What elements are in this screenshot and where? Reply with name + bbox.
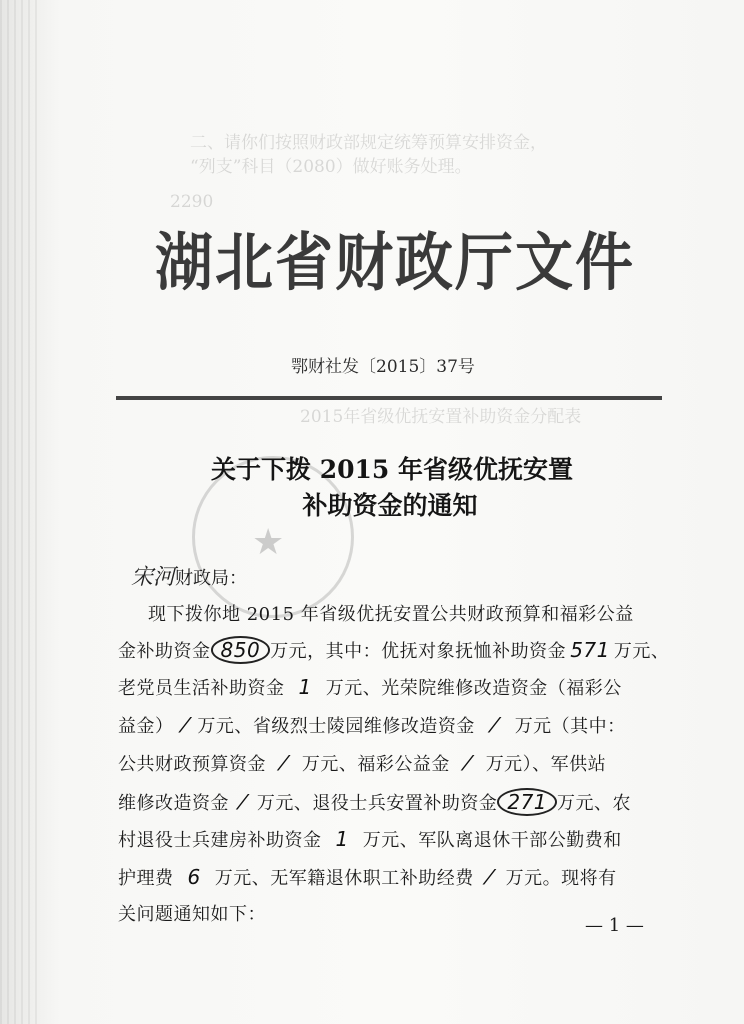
- body-line-1: [148, 600, 634, 626]
- body-text: 益金）: [118, 716, 174, 737]
- body-text: 万元、农: [557, 793, 632, 814]
- body-text: 关问题通知如下：: [118, 904, 266, 925]
- body-text: 万元、退役士兵安置补助资金: [256, 793, 498, 814]
- bleed-through-text: “列支”科目（2080）做好账务处理。: [190, 157, 472, 177]
- body-text: 万元、: [613, 641, 670, 662]
- header-divider: [116, 396, 662, 400]
- document-number: 鄂财社发〔2015〕37号: [291, 357, 475, 377]
- body-text: 村退役士兵建房补助资金: [118, 830, 322, 851]
- body-text: 万元、军队离退休干部公勤费和: [362, 830, 622, 851]
- handwritten-amount-rural-housing: 1: [335, 827, 349, 851]
- body-text: 金补助资金: [118, 641, 211, 662]
- addressee-suffix: 财政局：: [175, 568, 248, 589]
- bleed-through-text: 2015年省级优抚安置补助资金分配表: [300, 407, 582, 427]
- body-text: 护理费: [118, 868, 174, 889]
- body-text: 老党员生活补助资金: [118, 678, 285, 699]
- handwritten-mark: ⁄: [492, 713, 497, 737]
- body-text: 万元、福彩公益金: [301, 754, 450, 775]
- body-line-9: [118, 900, 266, 926]
- handwritten-amount-pension: 571: [570, 638, 610, 662]
- bleed-through-text: 二、请你们按照财政部规定统筹预算安排资金，: [190, 133, 547, 153]
- notice-title-line1: 关于下拨 2015 年省级优抚安置: [211, 455, 573, 484]
- body-text: 万元（其中：: [514, 716, 626, 737]
- issuer-header: 湖北省财政厅文件: [155, 225, 636, 300]
- handwritten-mark: ⁄: [183, 713, 188, 737]
- page-number: — 1 —: [585, 915, 644, 936]
- body-line-8: [118, 864, 617, 890]
- handwritten-amount-total: 850: [211, 636, 271, 664]
- body-text: 万元、省级烈士陵园维修改造资金: [197, 716, 475, 737]
- body-text: 现下拨你地 2015 年省级优抚安置公共财政预算和福彩公益: [148, 604, 634, 625]
- body-text: 公共财政预算资金: [118, 754, 266, 775]
- body-text: 万元、无军籍退休职工补助经费: [214, 868, 474, 889]
- handwritten-mark: ⁄: [465, 751, 470, 775]
- body-line-5: [118, 750, 606, 776]
- addressee: [131, 560, 247, 591]
- handwritten-amount-retired-cadres: 6: [187, 865, 201, 889]
- body-line-3: [118, 674, 622, 700]
- handwritten-mark: ⁄: [241, 790, 245, 814]
- seal-star-icon: ★: [252, 522, 285, 563]
- bleed-through-text: 2290: [170, 192, 214, 212]
- body-text: 万元）、军供站: [485, 754, 607, 775]
- handwritten-amount-veterans: 271: [497, 788, 557, 816]
- body-text: 维修改造资金: [118, 793, 229, 814]
- notice-title-line2: 补助资金的通知: [302, 491, 478, 520]
- handwritten-mark: ⁄: [487, 865, 492, 889]
- body-line-2: [118, 636, 669, 664]
- body-line-6: [118, 788, 631, 816]
- body-text: 万元，其中：优抚对象抚恤补助资金: [270, 641, 567, 662]
- body-line-4: [118, 712, 626, 738]
- body-text: 万元、光荣院维修改造资金（福彩公: [325, 678, 622, 699]
- handwritten-mark: ⁄: [282, 751, 286, 775]
- handwritten-amount-old-party: 1: [298, 675, 312, 699]
- body-line-7: [118, 826, 622, 852]
- handwritten-recipient: 宋河: [131, 565, 176, 590]
- body-text: 万元。现将有: [505, 868, 617, 889]
